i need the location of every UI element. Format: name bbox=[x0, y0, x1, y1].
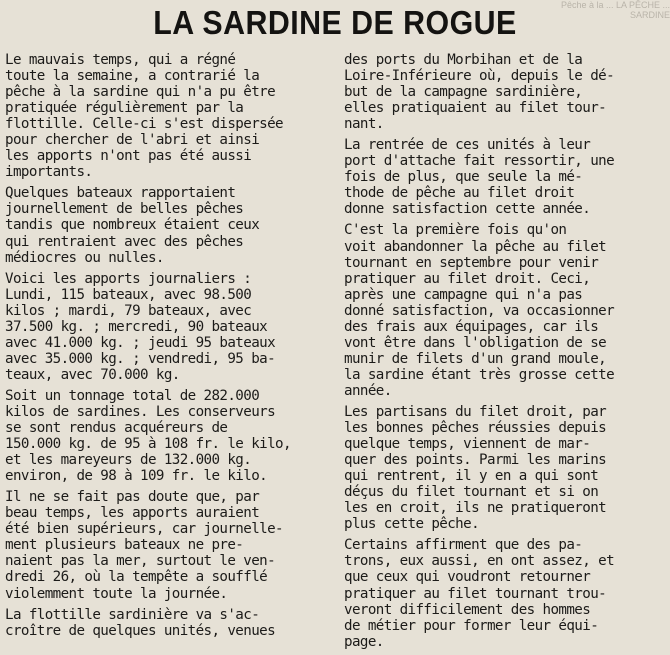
text-line: la sardine étant très grosse cette bbox=[344, 366, 615, 383]
text-line: plus cette pêche. bbox=[344, 516, 480, 533]
text-line: kilos de sardines. Les conserveurs bbox=[5, 403, 276, 420]
right-paragraph-2 bbox=[344, 137, 670, 217]
text-line: kilos ; mardi, 79 bateaux, avec bbox=[5, 302, 252, 319]
text-line: beau temps, les apports auraient bbox=[5, 505, 260, 522]
text-line: La flottille sardinière va s'ac- bbox=[5, 606, 260, 623]
text-line: que ceux qui voudront retourner bbox=[344, 569, 591, 586]
text-line: les apports n'ont pas été aussi bbox=[5, 148, 252, 165]
bleed-through-text: Pêche à la ... LA PÊCHE ... SARDINE bbox=[560, 0, 670, 20]
text-line: port d'attache fait ressortir, une bbox=[344, 153, 615, 170]
text-line: teaux, avec 70.000 kg. bbox=[5, 366, 180, 383]
text-line: violemment toute la journée. bbox=[5, 585, 228, 602]
text-line: donné satisfaction, va occasionner bbox=[344, 302, 615, 319]
text-line: nant. bbox=[344, 116, 384, 133]
left-column bbox=[5, 52, 330, 644]
text-line: de métier pour former leur équi- bbox=[344, 617, 599, 634]
right-paragraph-5 bbox=[344, 537, 670, 649]
text-line: thode de pêche au filet droit bbox=[344, 185, 575, 202]
text-line: trons, eux aussi, en ont assez, et bbox=[344, 553, 615, 570]
text-line: Loire-Inférieure où, depuis le dé- bbox=[344, 68, 615, 85]
text-line: qui rentrent, il y en a qui sont bbox=[344, 468, 599, 485]
text-line: veront difficilement des hommes bbox=[344, 601, 591, 618]
text-line: après une campagne qui n'a pas bbox=[344, 286, 583, 303]
text-line: voit abandonner la pêche au filet bbox=[344, 238, 607, 255]
text-line: tandis que nombreux étaient ceux bbox=[5, 217, 260, 234]
text-line: tournant en septembre pour venir bbox=[344, 254, 599, 271]
text-line: Lundi, 115 bateaux, avec 98.500 bbox=[5, 286, 252, 303]
text-line: page. bbox=[344, 633, 384, 650]
text-line: Soit un tonnage total de 282.000 bbox=[5, 387, 260, 404]
text-line: but de la campagne sardinière, bbox=[344, 84, 583, 101]
text-line: Voici les apports journaliers : bbox=[5, 270, 252, 287]
right-paragraph-3 bbox=[344, 222, 670, 399]
text-line: avec 41.000 kg. ; jeudi 95 bateaux bbox=[5, 334, 276, 351]
text-line: croître de quelques unités, venues bbox=[5, 622, 276, 639]
text-line: déçus du filet tournant et si on bbox=[344, 484, 599, 501]
text-line: flottille. Celle-ci s'est dispersée bbox=[5, 116, 283, 133]
text-line: elles pratiquaient au filet tour- bbox=[344, 100, 607, 117]
text-line: des ports du Morbihan et de la bbox=[344, 52, 583, 68]
text-line: pratiquée régulièrement par la bbox=[5, 100, 244, 117]
text-line: donne satisfaction cette année. bbox=[344, 201, 591, 218]
text-line: C'est la première fois qu'on bbox=[344, 222, 567, 239]
text-line: les bonnes pêches réussies depuis bbox=[344, 420, 607, 437]
text-line: qui rentraient avec des pêches bbox=[5, 233, 244, 250]
text-line: quelque temps, viennent de mar- bbox=[344, 436, 591, 453]
right-paragraph-4 bbox=[344, 404, 670, 532]
text-line: environ, de 98 à 109 fr. le kilo. bbox=[5, 468, 268, 485]
text-line: été bien supérieurs, car journelle- bbox=[5, 521, 283, 538]
left-paragraph-2 bbox=[5, 185, 330, 265]
text-line: médiocres ou nulles. bbox=[5, 249, 164, 266]
text-line: ment plusieurs bateaux ne pre- bbox=[5, 537, 244, 554]
text-line: quer des points. Parmi les marins bbox=[344, 452, 607, 469]
text-line: Il ne se fait pas doute que, par bbox=[5, 489, 260, 506]
text-line: pour chercher de l'abri et ainsi bbox=[5, 132, 260, 149]
right-column bbox=[344, 52, 670, 655]
text-line: importants. bbox=[5, 164, 93, 181]
text-line: naient pas la mer, surtout le ven- bbox=[5, 553, 276, 570]
text-line: les en croit, ils ne pratiqueront bbox=[344, 500, 607, 517]
text-line: Le mauvais temps, qui a régné bbox=[5, 52, 236, 68]
left-paragraph-4 bbox=[5, 388, 330, 484]
text-line: et les mareyeurs de 132.000 kg. bbox=[5, 452, 252, 469]
left-paragraph-5 bbox=[5, 489, 330, 601]
text-line: 37.500 kg. ; mercredi, 90 bateaux bbox=[5, 318, 268, 335]
article-title: LA SARDINE DE ROGUE bbox=[153, 4, 517, 41]
right-paragraph-1 bbox=[344, 52, 670, 132]
text-line: dredi 26, où la tempête a soufflé bbox=[5, 569, 268, 586]
left-paragraph-3 bbox=[5, 271, 330, 383]
text-line: Certains affirment que des pa- bbox=[344, 537, 583, 554]
text-line: fois de plus, que seule la mé- bbox=[344, 169, 583, 186]
text-line: avec 35.000 kg. ; vendredi, 95 ba- bbox=[5, 350, 276, 367]
text-line: pêche à la sardine qui n'a pu être bbox=[5, 84, 276, 101]
left-paragraph-1 bbox=[5, 52, 330, 180]
text-line: 150.000 kg. de 95 à 108 fr. le kilo, bbox=[5, 436, 291, 453]
text-line: vont être dans l'obligation de se bbox=[344, 334, 607, 351]
text-line: pratiquer au filet droit. Ceci, bbox=[344, 270, 591, 287]
text-line: des frais aux équipages, car ils bbox=[344, 318, 599, 335]
text-line: munir de filets d'un grand moule, bbox=[344, 350, 607, 367]
text-line: se sont rendus acquéreurs de bbox=[5, 420, 228, 437]
text-line: pratiquer au filet tournant trou- bbox=[344, 585, 607, 602]
text-line: La rentrée de ces unités à leur bbox=[344, 137, 591, 154]
text-line: toute la semaine, a contrarié la bbox=[5, 68, 260, 85]
text-line: Quelques bateaux rapportaient bbox=[5, 185, 236, 202]
text-line: année. bbox=[344, 382, 392, 399]
text-line: Les partisans du filet droit, par bbox=[344, 403, 607, 420]
text-line: journellement de belles pêches bbox=[5, 201, 244, 218]
